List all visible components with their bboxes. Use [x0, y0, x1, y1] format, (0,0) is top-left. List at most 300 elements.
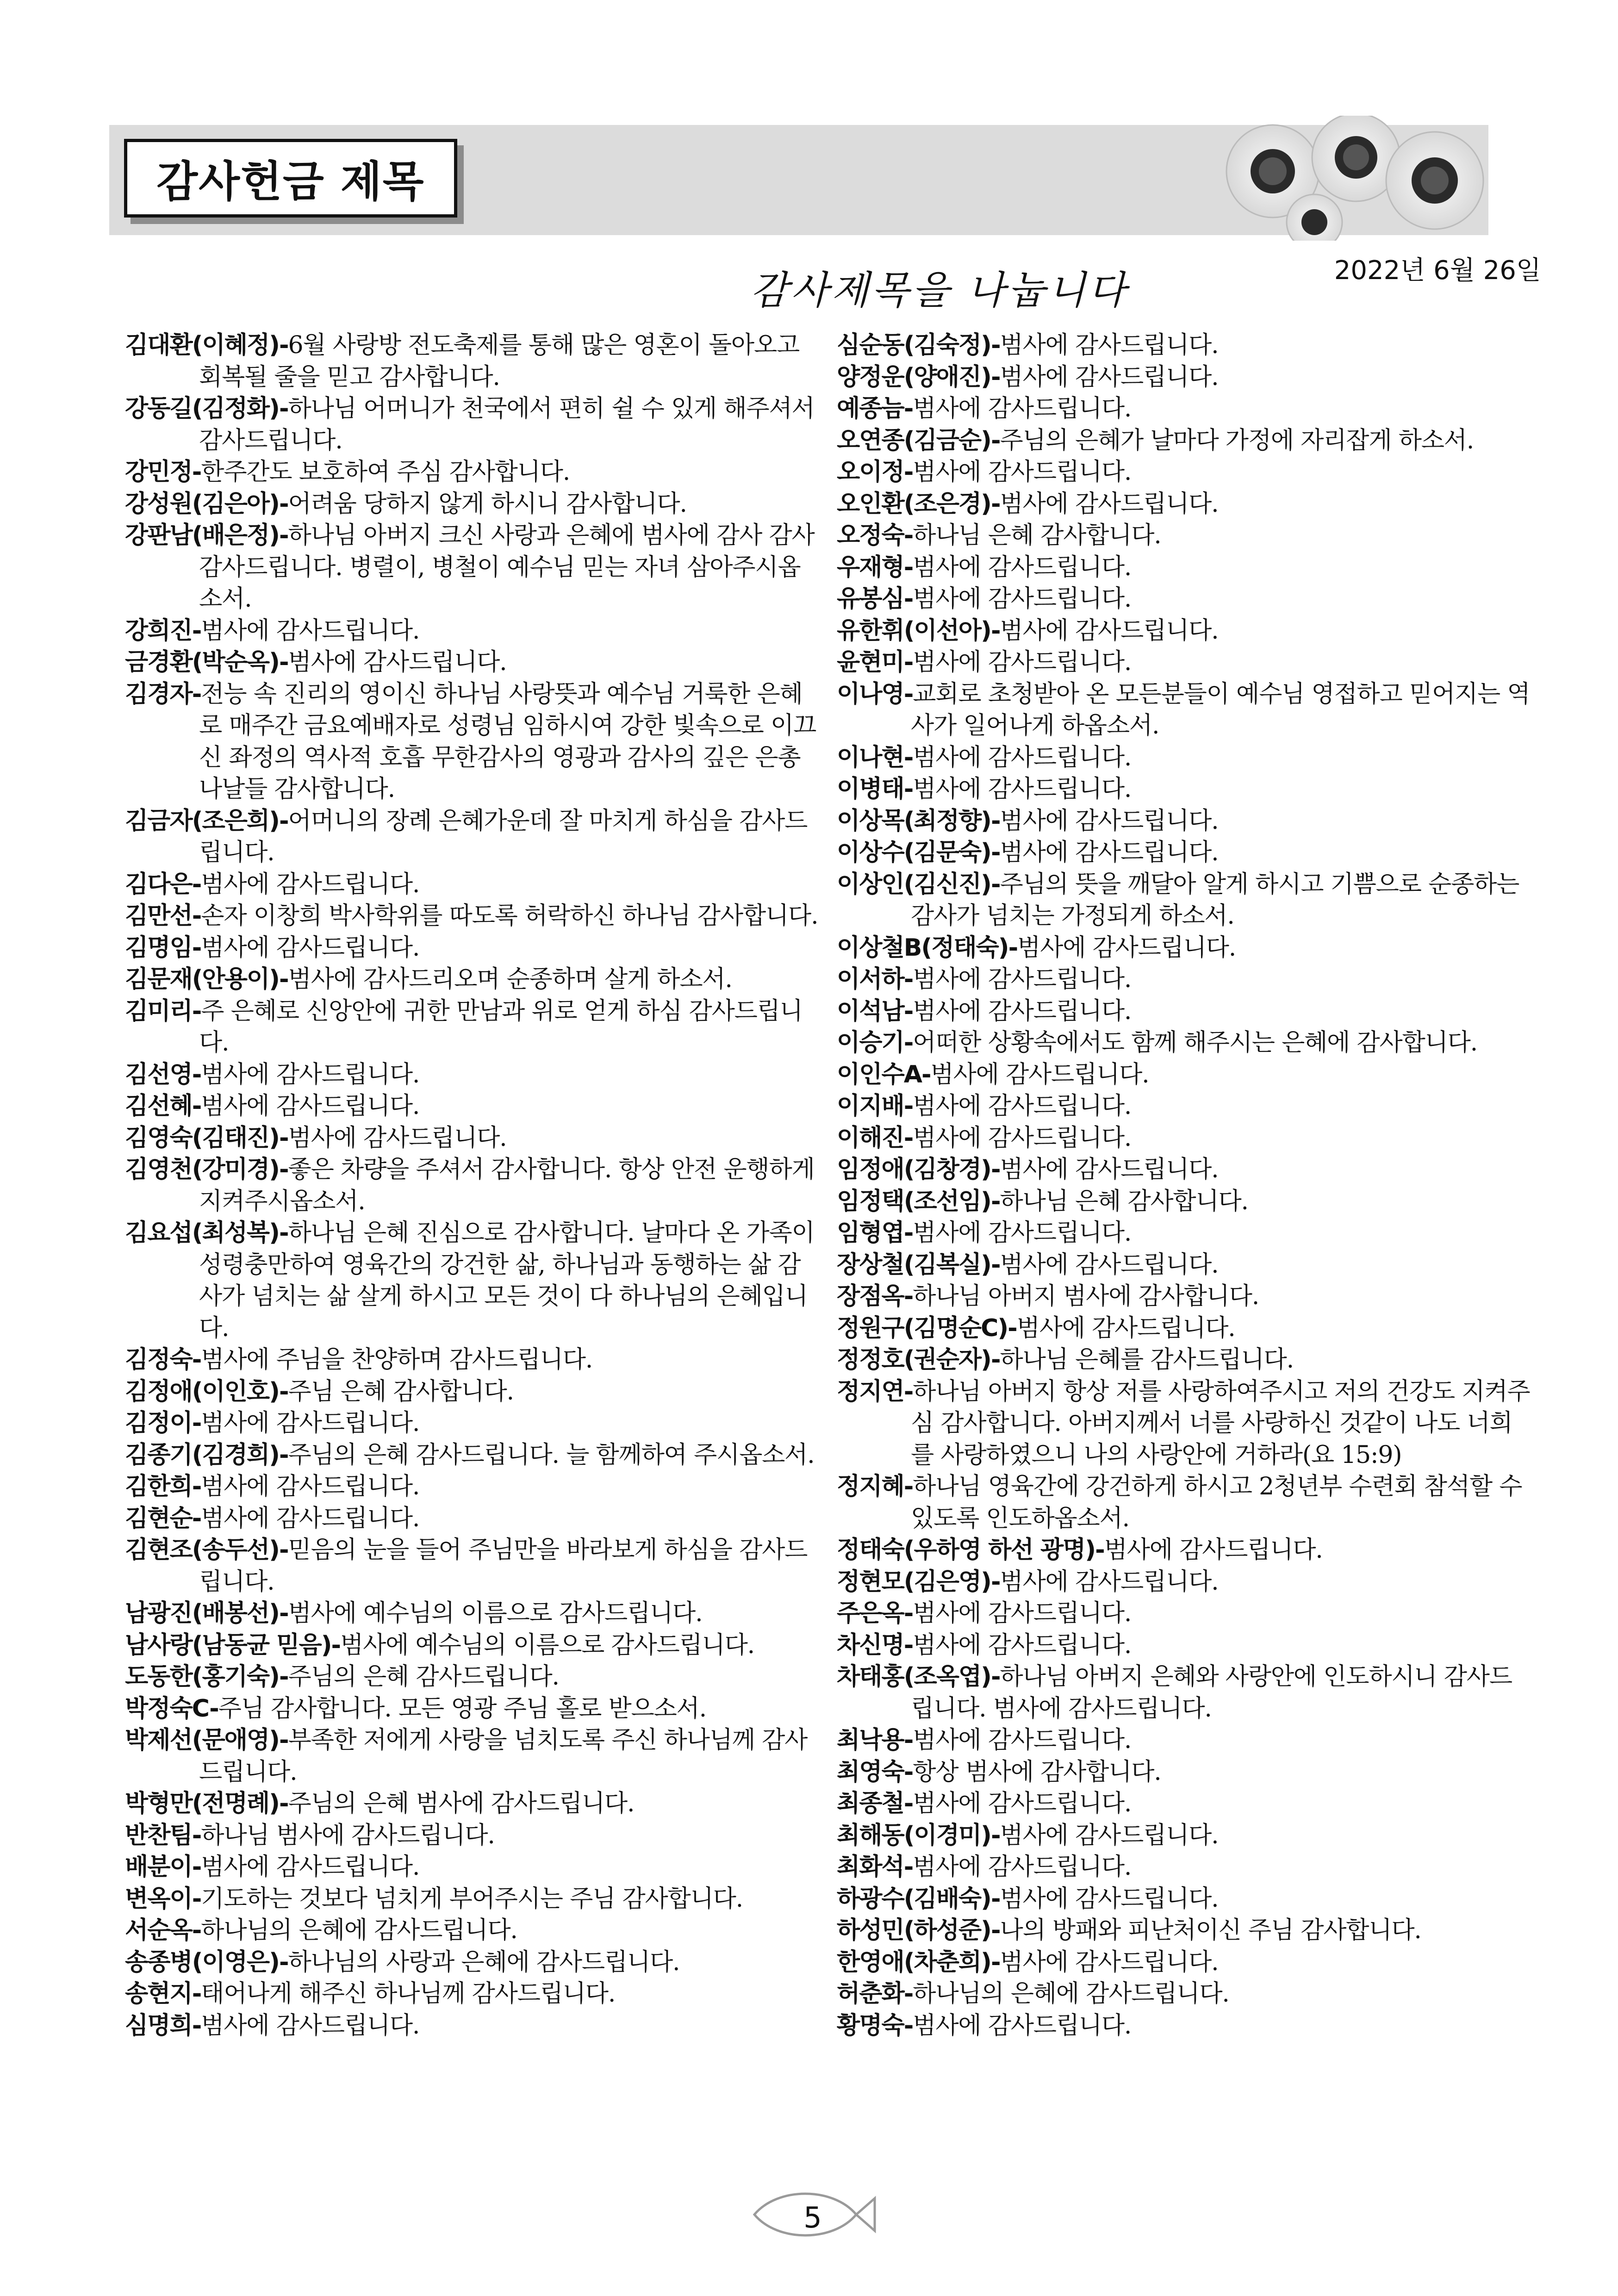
- donor-name: 이나영: [837, 680, 904, 708]
- thanks-message: 부족한 저에게 사랑을 넘치도록 주신 하나님께 감사드립니다.: [199, 1726, 808, 1786]
- list-item: [837, 932, 1531, 964]
- thanks-message: 범사에 감사드립니다.: [913, 1092, 1132, 1120]
- separator-dash: -: [990, 1156, 1000, 1183]
- separator-dash: -: [279, 522, 288, 549]
- list-item: [125, 488, 819, 520]
- donor-name: 오이정: [837, 458, 904, 486]
- list-item: [125, 1851, 819, 1883]
- separator-dash: -: [279, 1536, 288, 1564]
- donor-name: 심명희: [125, 2011, 192, 2040]
- list-item: [125, 456, 819, 488]
- separator-dash: -: [279, 1219, 288, 1247]
- separator-dash: -: [903, 648, 913, 676]
- donor-name: 임정애(김창경): [837, 1156, 991, 1183]
- thanks-message: 범사에 감사드립니다.: [201, 870, 420, 898]
- donor-name: 임정택(조선임): [837, 1187, 991, 1215]
- donor-name: 이상철B(정태숙): [837, 933, 1008, 962]
- thanks-message: 범사에 감사드립니다.: [1000, 1568, 1219, 1596]
- separator-dash: -: [990, 1346, 1000, 1374]
- thanks-message: 범사에 감사드립니다.: [201, 1504, 420, 1532]
- donor-name: 강성원(김은아): [125, 490, 279, 518]
- separator-dash: -: [279, 1663, 288, 1691]
- thanks-message: 범사에 감사드립니다.: [201, 2011, 420, 2040]
- donor-name: 김다은: [125, 870, 192, 898]
- thanks-message: 하나님 아버지 은혜와 사랑안에 인도하시니 감사드립니다. 범사에 감사드립니다.: [911, 1663, 1512, 1723]
- list-item: [837, 1947, 1531, 1979]
- donor-name: 심순동(김숙정): [837, 331, 991, 359]
- list-item: [125, 1090, 819, 1122]
- separator-dash: -: [192, 616, 201, 645]
- thanks-message: 범사에 감사드립니다.: [913, 585, 1132, 613]
- donor-name: 윤현미: [837, 648, 904, 676]
- list-item: [837, 1122, 1531, 1154]
- thanks-message: 하나님 아버지 범사에 감사합니다.: [913, 1282, 1259, 1310]
- donor-name: 강동길(김정화): [125, 395, 279, 423]
- thanks-message: 범사에 감사드립니다.: [288, 648, 507, 676]
- list-item: [837, 1027, 1531, 1059]
- bulletin-date: 2022년 6월 26일: [1334, 255, 1541, 286]
- thanks-message: 범사에 감사드립니다.: [913, 648, 1132, 676]
- separator-dash: -: [192, 1980, 201, 2008]
- list-item: [837, 1756, 1531, 1788]
- donor-name: 양정운(양애진): [837, 363, 991, 391]
- donor-name: 이나현: [837, 743, 904, 772]
- thanks-message: 범사에 감사드립니다.: [1016, 1314, 1235, 1342]
- thanks-message: 손자 이창희 박사학위를 따도록 허락하신 하나님 감사합니다.: [201, 902, 818, 930]
- separator-dash: -: [192, 1092, 201, 1120]
- thanks-message: 주 은혜로 신앙안에 귀한 만남과 위로 얻게 하심 감사드립니다.: [199, 997, 803, 1057]
- donor-name: 김정애(이인호): [125, 1377, 279, 1406]
- separator-dash: -: [903, 1631, 913, 1659]
- separator-dash: -: [903, 1980, 913, 2008]
- separator-dash: -: [990, 1187, 1000, 1215]
- donor-name: 강희진: [125, 616, 192, 645]
- list-item: [125, 1122, 819, 1154]
- thanks-message: 주님의 뜻을 깨달아 알게 하시고 기쁨으로 순종하는 감사가 넘치는 가정되게 하소서.: [911, 870, 1519, 930]
- donor-name: 강판남(배은정): [125, 522, 279, 549]
- donor-name: 하광수(김배숙): [837, 1885, 991, 1913]
- list-item: [837, 361, 1531, 393]
- separator-dash: -: [192, 1504, 201, 1532]
- list-item: [125, 1820, 819, 1852]
- donor-name: 남광진(배봉선): [125, 1599, 279, 1627]
- list-item: [125, 869, 819, 901]
- list-item: [837, 996, 1531, 1027]
- separator-dash: -: [279, 1599, 288, 1627]
- thanks-message: 태어나게 해주신 하나님께 감사드립니다.: [201, 1980, 616, 2008]
- list-item: [125, 1883, 819, 1915]
- donor-name: 금경환(박순옥): [125, 648, 279, 676]
- thanks-message: 범사에 감사드립니다.: [1017, 933, 1236, 962]
- thanks-message: 범사에 감사드립니다.: [201, 1409, 420, 1437]
- list-item: [837, 1059, 1531, 1091]
- separator-dash: -: [903, 1853, 913, 1881]
- separator-dash: -: [903, 743, 913, 772]
- thanks-message: 주님의 은혜 범사에 감사드립니다.: [288, 1790, 635, 1817]
- donor-name: 장점옥: [837, 1282, 904, 1310]
- list-item: [125, 1788, 819, 1820]
- separator-dash: -: [990, 1885, 1000, 1913]
- separator-dash: -: [990, 1663, 1000, 1691]
- thanks-message: 범사에 감사드립니다.: [201, 1092, 420, 1120]
- thanks-message: 주님의 은혜 감사드립니다.: [288, 1663, 559, 1691]
- thanks-message: 주님의 은혜 감사드립니다. 늘 함께하여 주시옵소서.: [288, 1441, 815, 1469]
- list-item: [837, 805, 1531, 837]
- list-item: [837, 1978, 1531, 2010]
- donor-name: 반찬팀: [125, 1821, 192, 1849]
- donor-name: 유봉심: [837, 585, 904, 613]
- separator-dash: -: [990, 363, 1000, 391]
- donor-name: 이해진: [837, 1124, 904, 1152]
- list-item: [837, 837, 1531, 869]
- separator-dash: -: [903, 1726, 913, 1754]
- list-item: [837, 1344, 1531, 1376]
- donor-name: 김금자(조은희): [125, 807, 279, 835]
- donor-name: 오정숙: [837, 522, 904, 549]
- donor-name: 최영숙: [837, 1758, 904, 1786]
- donor-name: 유한휘(이선아): [837, 616, 991, 645]
- list-item: [125, 1154, 819, 1217]
- separator-dash: -: [903, 1219, 913, 1247]
- list-item: [837, 1566, 1531, 1598]
- thanks-message: 범사에 감사드립니다.: [913, 1219, 1132, 1247]
- donor-name: 박형만(전명례): [125, 1790, 279, 1817]
- separator-dash: -: [903, 522, 913, 549]
- thanks-message: 범사에 감사드립니다.: [1000, 331, 1219, 359]
- separator-dash: -: [1095, 1536, 1104, 1564]
- separator-dash: -: [279, 1156, 288, 1183]
- list-item: [125, 1724, 819, 1788]
- list-item: [125, 1693, 819, 1725]
- thanks-message: 범사에 감사드립니다.: [1000, 1821, 1219, 1849]
- separator-dash: -: [903, 1124, 913, 1152]
- donor-name: 김영천(강미경): [125, 1156, 279, 1183]
- thanks-message: 하나님 은혜 감사합니다.: [1000, 1187, 1248, 1215]
- donor-name: 김한희: [125, 1473, 192, 1500]
- list-item: [125, 996, 819, 1059]
- donor-name: 박정숙C: [125, 1694, 210, 1723]
- separator-dash: -: [331, 1631, 341, 1659]
- donor-name: 장상철(김복실): [837, 1251, 991, 1279]
- donor-name: 서순옥: [125, 1916, 192, 1944]
- separator-dash: -: [990, 490, 1000, 518]
- separator-dash: -: [903, 553, 913, 581]
- thanks-message: 주님의 은혜가 날마다 가정에 자리잡게 하소서.: [1000, 426, 1474, 454]
- list-item: [125, 1915, 819, 1947]
- thanks-message: 범사에 감사드립니다.: [1000, 363, 1219, 391]
- donor-name: 정지혜: [837, 1473, 904, 1500]
- donor-name: 이상수(김문숙): [837, 839, 991, 866]
- donor-name: 이석남: [837, 997, 904, 1025]
- thanks-message: 하나님의 은혜에 감사드립니다.: [913, 1980, 1229, 2008]
- thanks-message: 범사에 감사드립니다.: [913, 553, 1132, 581]
- separator-dash: -: [192, 933, 201, 962]
- thanks-message: 교회로 초청받아 온 모든분들이 예수님 영접하고 믿어지는 역사가 일어나게 하옵소서.: [911, 680, 1530, 740]
- separator-dash: -: [192, 680, 201, 708]
- donor-name: 임형엽: [837, 1219, 904, 1247]
- list-item: [837, 583, 1531, 615]
- donor-name: 정태숙(우하영 하선 광명): [837, 1536, 1095, 1564]
- separator-dash: -: [279, 490, 288, 518]
- donor-name: 김선혜: [125, 1092, 192, 1120]
- list-item: [837, 773, 1531, 805]
- separator-dash: -: [192, 1821, 201, 1849]
- list-item: [837, 964, 1531, 996]
- thanks-message: 기도하는 것보다 넘치게 부어주시는 주님 감사합니다.: [201, 1885, 743, 1913]
- thanks-message: 범사에 감사드립니다.: [1000, 1251, 1219, 1279]
- list-item: [837, 1788, 1531, 1820]
- separator-dash: -: [192, 997, 201, 1025]
- donor-name: 배분이: [125, 1853, 192, 1881]
- thanks-message: 범사에 감사드립니다.: [1000, 490, 1219, 518]
- separator-dash: -: [192, 458, 201, 486]
- donor-name: 정원구(김명순C): [837, 1314, 1008, 1342]
- separator-dash: -: [192, 1916, 201, 1944]
- list-item: [837, 742, 1531, 774]
- thanks-message: 범사에 감사드립니다.: [201, 1473, 420, 1500]
- thanks-message: 어머니의 장례 은혜가운데 잘 마치게 하심을 감사드립니다.: [199, 807, 808, 866]
- thanks-message: 범사에 감사드립니다.: [201, 1060, 420, 1089]
- list-item: [837, 678, 1531, 742]
- thanks-message: 주님 감사합니다. 모든 영광 주님 홀로 받으소서.: [218, 1694, 706, 1723]
- separator-dash: -: [279, 1377, 288, 1406]
- thanks-message: 나의 방패와 피난처이신 주님 감사합니다.: [1000, 1916, 1421, 1944]
- donor-name: 최종철: [837, 1790, 904, 1817]
- thanks-message: 하나님 영육간에 강건하게 하시고 2청년부 수련회 참석할 수 있도록 인도하옵소서.: [911, 1473, 1522, 1532]
- separator-dash: -: [192, 1885, 201, 1913]
- donor-name: 이상목(최정향): [837, 807, 991, 835]
- donor-name: 이병태: [837, 775, 904, 803]
- separator-dash: -: [192, 1853, 201, 1881]
- list-item: [837, 1471, 1531, 1534]
- thanks-message: 하나님 은혜 감사합니다.: [913, 522, 1161, 549]
- separator-dash: -: [990, 426, 1000, 454]
- donor-name: 차태홍(조옥엽): [837, 1663, 991, 1691]
- thanks-message: 범사에 감사드립니다.: [201, 1853, 420, 1881]
- list-item: [125, 1503, 819, 1535]
- list-item: [837, 1661, 1531, 1724]
- list-item: [837, 330, 1531, 361]
- list-item: [837, 1883, 1531, 1915]
- right-column: [837, 330, 1531, 2041]
- thanks-message: 6월 사랑방 전도축제를 통해 많은 영혼이 돌아오고 회복될 줄을 믿고 감사합니다.: [199, 331, 800, 391]
- thanks-message: 범사에 감사드립니다.: [913, 1124, 1132, 1152]
- thanks-message: 범사에 감사드립니다.: [1000, 1156, 1219, 1183]
- separator-dash: -: [990, 1251, 1000, 1279]
- list-item: [837, 615, 1531, 647]
- list-item: [837, 1851, 1531, 1883]
- list-item: [837, 456, 1531, 488]
- thanks-message: 범사에 감사드립니다.: [913, 997, 1132, 1025]
- donor-name: 이지배: [837, 1092, 904, 1120]
- list-item: [125, 1978, 819, 2010]
- donor-name: 도동한(홍기숙): [125, 1663, 279, 1691]
- banner-heading: 감사제목을 나눕니다: [750, 268, 1129, 313]
- thanks-message: 범사에 감사드립니다.: [201, 933, 420, 962]
- donor-name: 황명숙: [837, 2011, 904, 2040]
- donor-name: 정현모(김은영): [837, 1568, 991, 1596]
- thanks-message: 범사에 감사드립니다.: [913, 1631, 1132, 1659]
- donor-name: 이상인(김신진): [837, 870, 991, 898]
- separator-dash: -: [192, 2011, 201, 2040]
- list-item: [837, 1090, 1531, 1122]
- separator-dash: -: [1008, 933, 1018, 962]
- list-item: [125, 678, 819, 805]
- thanks-message: 하나님 은혜 진심으로 감사합니다. 날마다 온 가족이 성령충만하여 영육간의 강건한 삶, 하나님과 동행하는 삶 감사가 넘치는 삶 살게 하시고 모든 것이 다 하나님의 은혜입니다.: [199, 1219, 815, 1342]
- list-item: [125, 1407, 819, 1439]
- donor-name: 허춘화: [837, 1980, 904, 2008]
- separator-dash: -: [279, 965, 288, 993]
- separator-dash: -: [990, 807, 1000, 835]
- list-item: [837, 1724, 1531, 1756]
- donor-name: 김현조(송두선): [125, 1536, 279, 1564]
- list-item: [125, 2010, 819, 2042]
- separator-dash: -: [279, 331, 288, 359]
- thanks-message: 범사에 감사드립니다.: [1000, 807, 1219, 835]
- donor-name: 김명임: [125, 933, 192, 962]
- list-item: [125, 1344, 819, 1376]
- thanks-message: 전능 속 진리의 영이신 하나님 사랑뜻과 예수님 거룩한 은혜로 매주간 금요예배자로 성령님 임하시여 강한 빛속으로 이끄신 좌정의 역사적 호흡 무한감사의 영광과 감사의 깊은 은총 나날들 감사합니다.: [199, 680, 816, 803]
- donor-name: 송종병(이영은): [125, 1948, 279, 1976]
- separator-dash: -: [990, 1916, 1000, 1944]
- thanks-message: 범사에 감사드립니다.: [913, 1726, 1132, 1754]
- list-item: [837, 1598, 1531, 1630]
- list-item: [837, 869, 1531, 932]
- list-item: [125, 1217, 819, 1344]
- separator-dash: -: [209, 1694, 218, 1723]
- list-item: [125, 1439, 819, 1471]
- thanks-message: 범사에 감사드리오며 순종하며 살게 하소서.: [288, 965, 732, 993]
- separator-dash: -: [903, 1377, 913, 1406]
- separator-dash: -: [279, 807, 288, 835]
- separator-dash: -: [903, 1599, 913, 1627]
- separator-dash: -: [279, 648, 288, 676]
- page-number: 5: [803, 2201, 822, 2234]
- donor-name: 주은옥: [837, 1599, 904, 1627]
- separator-dash: -: [192, 1409, 201, 1437]
- thanks-message: 항상 범사에 감사합니다.: [913, 1758, 1161, 1786]
- list-item: [837, 1820, 1531, 1852]
- list-item: [125, 1059, 819, 1091]
- list-item: [125, 1376, 819, 1408]
- thanks-message: 범사에 예수님의 이름으로 감사드립니다.: [288, 1599, 703, 1627]
- thanks-message: 어떠한 상황속에서도 함께 해주시는 은혜에 감사합니다.: [913, 1029, 1478, 1057]
- list-item: [837, 1217, 1531, 1249]
- separator-dash: -: [903, 965, 913, 993]
- list-item: [837, 520, 1531, 552]
- list-item: [837, 1376, 1531, 1471]
- thanks-message: 범사에 감사드립니다.: [930, 1060, 1149, 1089]
- donor-name: 김정이: [125, 1409, 192, 1437]
- list-item: [125, 932, 819, 964]
- list-item: [837, 647, 1531, 678]
- thanks-message: 하나님 은혜를 감사드립니다.: [1000, 1346, 1294, 1374]
- separator-dash: -: [279, 1948, 288, 1976]
- donor-name: 정지연: [837, 1377, 904, 1406]
- separator-dash: -: [192, 902, 201, 930]
- separator-dash: -: [903, 395, 913, 423]
- list-item: [837, 1154, 1531, 1186]
- thanks-message: 범사에 감사드립니다.: [201, 616, 420, 645]
- donor-name: 오연종(김금순): [837, 426, 991, 454]
- thanks-message: 범사에 예수님의 이름으로 감사드립니다.: [340, 1631, 754, 1659]
- donor-name: 최화석: [837, 1853, 904, 1881]
- separator-dash: -: [903, 997, 913, 1025]
- donor-name: 최해동(이경미): [837, 1821, 991, 1849]
- thanks-message: 범사에 감사드립니다.: [913, 775, 1132, 803]
- sunflower-3: [1386, 132, 1483, 229]
- separator-dash: -: [990, 1568, 1000, 1596]
- donor-name: 한영애(차춘희): [837, 1948, 991, 1976]
- list-item: [125, 615, 819, 647]
- donor-name: 우재형: [837, 553, 904, 581]
- separator-dash: -: [903, 1758, 913, 1786]
- page-title: 감사헌금 제목: [124, 139, 457, 218]
- separator-dash: -: [279, 1441, 288, 1469]
- thanks-message: 하나님 범사에 감사드립니다.: [201, 1821, 495, 1849]
- donor-name: 김현순: [125, 1504, 192, 1532]
- list-item: [837, 1281, 1531, 1313]
- donor-name: 김대환(이혜정): [125, 331, 279, 359]
- separator-dash: -: [903, 458, 913, 486]
- thanks-message: 주님 은혜 감사합니다.: [288, 1377, 514, 1406]
- list-item: [837, 2010, 1531, 2042]
- thanks-message: 범사에 감사드립니다.: [913, 395, 1132, 423]
- separator-dash: -: [903, 1029, 913, 1057]
- list-item: [837, 1915, 1531, 1947]
- separator-dash: -: [903, 1282, 913, 1310]
- thanks-message: 범사에 감사드립니다.: [1000, 616, 1219, 645]
- thanks-message: 범사에 감사드립니다.: [913, 1853, 1132, 1881]
- separator-dash: -: [903, 1092, 913, 1120]
- donor-name: 김선영: [125, 1060, 192, 1089]
- donor-name: 하성민(하성준): [837, 1916, 991, 1944]
- list-item: [837, 1249, 1531, 1281]
- thanks-message: 한주간도 보호하여 주심 감사합니다.: [201, 458, 570, 486]
- list-item: [837, 552, 1531, 584]
- thanks-message: 범사에 감사드립니다.: [1104, 1536, 1323, 1564]
- donor-name: 김문재(안용이): [125, 965, 279, 993]
- list-item: [837, 1630, 1531, 1661]
- separator-dash: -: [1008, 1314, 1017, 1342]
- donor-name: 강민정: [125, 458, 192, 486]
- thanks-message: 범사에 주님을 찬양하며 감사드립니다.: [201, 1346, 593, 1374]
- separator-dash: -: [903, 1790, 913, 1817]
- thanks-message: 범사에 감사드립니다.: [913, 458, 1132, 486]
- thanks-message: 어려움 당하지 않게 하시니 감사합니다.: [288, 490, 687, 518]
- separator-dash: -: [903, 680, 913, 708]
- separator-dash: -: [279, 1726, 288, 1754]
- sunflower-decoration: [1217, 116, 1495, 241]
- list-item: [125, 900, 819, 932]
- list-item: [837, 1534, 1531, 1566]
- thanks-message: 좋은 차량을 주셔서 감사합니다. 항상 안전 운행하게 지켜주시옵소서.: [199, 1156, 815, 1215]
- list-item: [125, 1661, 819, 1693]
- separator-dash: -: [903, 2011, 913, 2040]
- donor-name: 오인환(조은경): [837, 490, 991, 518]
- donor-name: 김미리: [125, 997, 192, 1025]
- thanks-message: 범사에 감사드립니다.: [1000, 1948, 1219, 1976]
- donor-name: 김종기(김경희): [125, 1441, 279, 1469]
- list-item: [125, 1630, 819, 1661]
- thanks-message: 하나님 아버지 크신 사랑과 은혜에 범사에 감사 감사 감사드립니다. 병렬이, 병철이 예수님 믿는 자녀 삼아주시옵소서.: [199, 522, 815, 613]
- separator-dash: -: [279, 1790, 288, 1817]
- thanks-message: 하나님 어머니가 천국에서 편히 쉴 수 있게 해주셔서 감사드립니다.: [199, 395, 815, 454]
- donor-name: 김정숙: [125, 1346, 192, 1374]
- thanks-message: 범사에 감사드립니다.: [913, 743, 1132, 772]
- list-item: [837, 1313, 1531, 1344]
- list-item: [125, 1947, 819, 1979]
